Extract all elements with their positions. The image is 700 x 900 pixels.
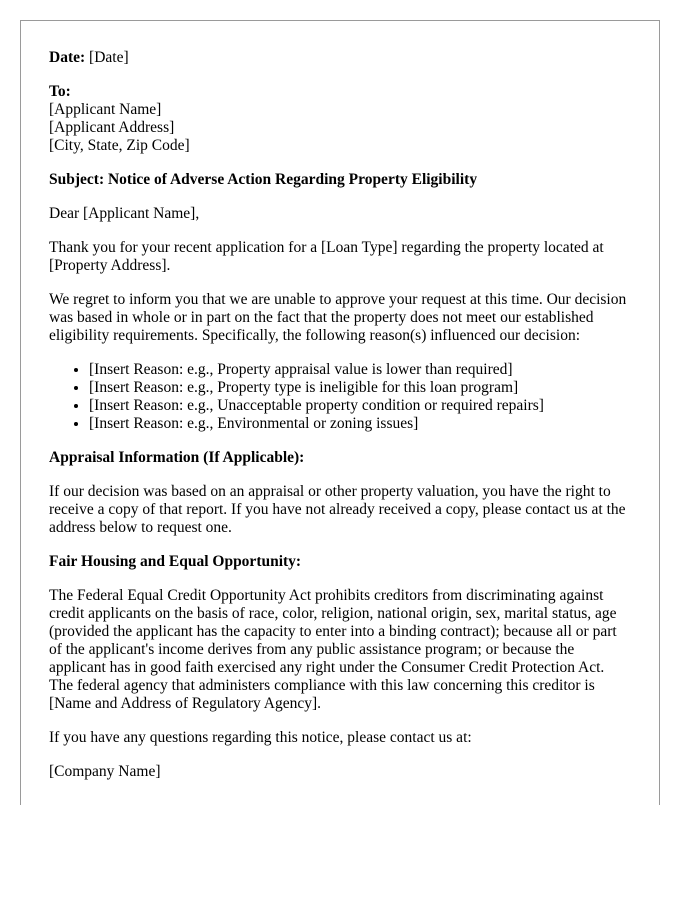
reason-item: • [Insert Reason: e.g., Environmental or zoning issues]: [89, 415, 631, 433]
decision-paragraph: We regret to inform you that we are unable to approve your request at this time. Our decision was based in whole or in part on the fact that the property does not meet our established eligibility requirements. Specifically, the following reason(s) influenced our decision:: [49, 291, 627, 344]
company-name: [Company Name]: [49, 763, 161, 780]
recipient-city-state-zip: [City, State, Zip Code]: [49, 137, 190, 154]
fair-housing-heading: Fair Housing and Equal Opportunity:: [49, 553, 302, 570]
recipient-block: [49, 83, 631, 155]
appraisal-heading: Appraisal Information (If Applicable):: [49, 449, 305, 466]
date-line: [49, 49, 631, 67]
reason-item: • [Insert Reason: e.g., Property type is ineligible for this loan program]: [89, 379, 631, 397]
subject-line: Subject: Notice of Adverse Action Regarding Property Eligibility: [49, 171, 478, 188]
date-value: [Date]: [89, 49, 129, 66]
fair-housing-paragraph: The Federal Equal Credit Opportunity Act prohibits creditors from discriminating against credit applicants on the basis of race, color, religion, national origin, sex, marital status, age (provided the applicant has the capacity to enter into a binding contract); because all or part of the applicant's income derives from any public assistance program; or because the applicant has in good faith exercised any right under the Consumer Credit Protection Act. The federal agency that administers compliance with this law concerning this creditor is [Name and Address of Regulatory Agency].: [49, 587, 617, 712]
contact-paragraph: If you have any questions regarding this notice, please contact us at:: [49, 729, 472, 746]
reasons-list: [49, 361, 631, 433]
reason-item: • [Insert Reason: e.g., Property appraisal value is lower than required]: [89, 361, 631, 379]
intro-paragraph: Thank you for your recent application for a [Loan Type] regarding the property located at [Property Address].: [49, 239, 604, 274]
appraisal-paragraph: If our decision was based on an appraisal or other property valuation, you have the right to receive a copy of that report. If you have not already received a copy, please contact us at the address below to request one.: [49, 483, 626, 536]
to-label: To:: [49, 83, 71, 100]
reason-item: • [Insert Reason: e.g., Unacceptable property condition or required repairs]: [89, 397, 631, 415]
date-label: Date:: [49, 49, 86, 66]
recipient-name: [Applicant Name]: [49, 101, 162, 118]
recipient-address: [Applicant Address]: [49, 119, 175, 136]
letter-page: [20, 20, 660, 805]
salutation: Dear [Applicant Name],: [49, 205, 200, 222]
